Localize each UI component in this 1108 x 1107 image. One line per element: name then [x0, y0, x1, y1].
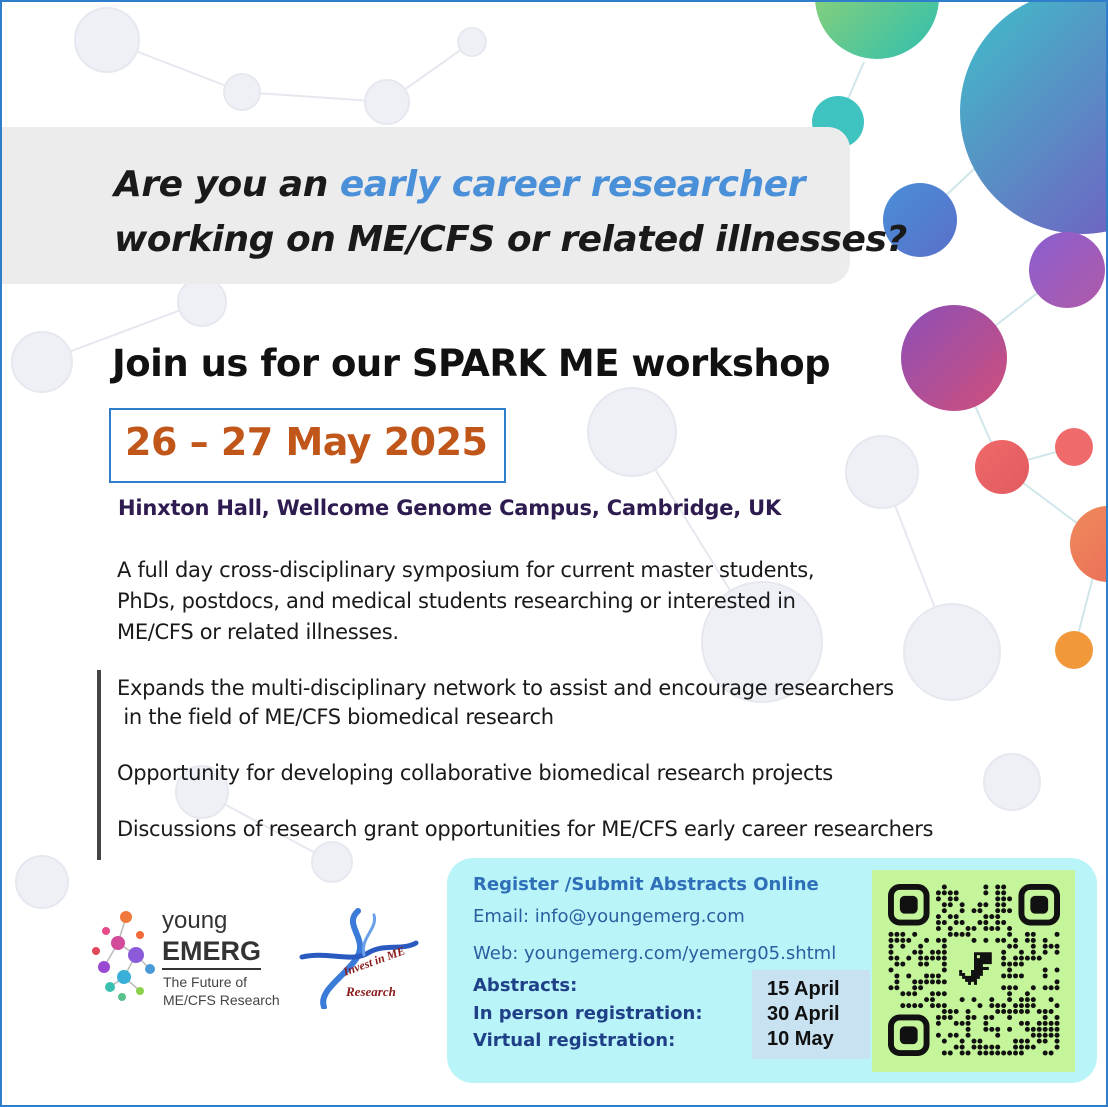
feature-line: Expands the multi-disciplinary network to assist and encourage researchers [117, 676, 894, 700]
headline-line2: working on ME/CFS or related illnesses? [114, 219, 907, 260]
young-emerg-tagline-line: The Future of [163, 974, 248, 990]
feature-line: Discussions of research grant opportunities for ME/CFS early career researchers [117, 817, 934, 841]
qr-finder-center [900, 1026, 918, 1044]
deadline-date-virtual: 10 May [767, 1028, 834, 1050]
young-emerg-tagline [163, 973, 280, 1009]
invest-in-me-title: Invest in ME [341, 943, 407, 979]
invest-in-me-subtitle: Research [346, 984, 396, 999]
deadline-date-in-person: 30 April [767, 1003, 840, 1025]
deadline-label-in-person: In person registration: [473, 1003, 703, 1024]
date-box [109, 408, 506, 483]
feature-list [117, 674, 933, 871]
registration-title: Register /Submit Abstracts Online [473, 874, 819, 895]
qr-code[interactable] [888, 884, 1060, 1056]
event-date: 26 – 27 May 2025 [125, 420, 488, 464]
feature-item [117, 674, 933, 732]
deadline-date-abstracts: 15 April [767, 978, 840, 1000]
headline-prefix: Are you an [114, 164, 340, 205]
feature-item [117, 759, 933, 788]
venue: Hinxton Hall, Wellcome Genome Campus, Cambridge, UK [118, 496, 782, 520]
young-emerg-tagline-line: ME/CFS Research [163, 992, 280, 1008]
registration-web[interactable]: Web: youngemerg.com/yemerg05.shtml [473, 943, 837, 964]
description-line: A full day cross-disciplinary symposium for current master students, [117, 558, 815, 582]
young-emerg-young: young [162, 907, 228, 934]
description-line: ME/CFS or related illnesses. [117, 620, 399, 644]
description-line: PhDs, postdocs, and medical students researching or interested in [117, 589, 796, 613]
description [117, 555, 877, 648]
headline-accent: early career researcher [339, 164, 805, 205]
young-emerg-logo [88, 907, 158, 1003]
feature-line: Opportunity for developing collaborative biomedical research projects [117, 761, 833, 785]
young-emerg-emerg: EMERG [162, 934, 261, 970]
feature-item [117, 815, 933, 844]
feature-line: in the field of ME/CFS biomedical research [117, 705, 554, 729]
bullet-bar [97, 670, 101, 860]
registration-email[interactable]: Email: info@youngemerg.com [473, 906, 745, 927]
qr-finder-center [1030, 896, 1048, 914]
dinosaur-icon [959, 952, 992, 985]
deadline-label-abstracts: Abstracts: [473, 975, 578, 996]
deadline-label-virtual: Virtual registration: [473, 1030, 676, 1051]
headline [114, 157, 907, 267]
qr-finder-center [900, 896, 918, 914]
workshop-title: Join us for our SPARK ME workshop [112, 342, 831, 385]
